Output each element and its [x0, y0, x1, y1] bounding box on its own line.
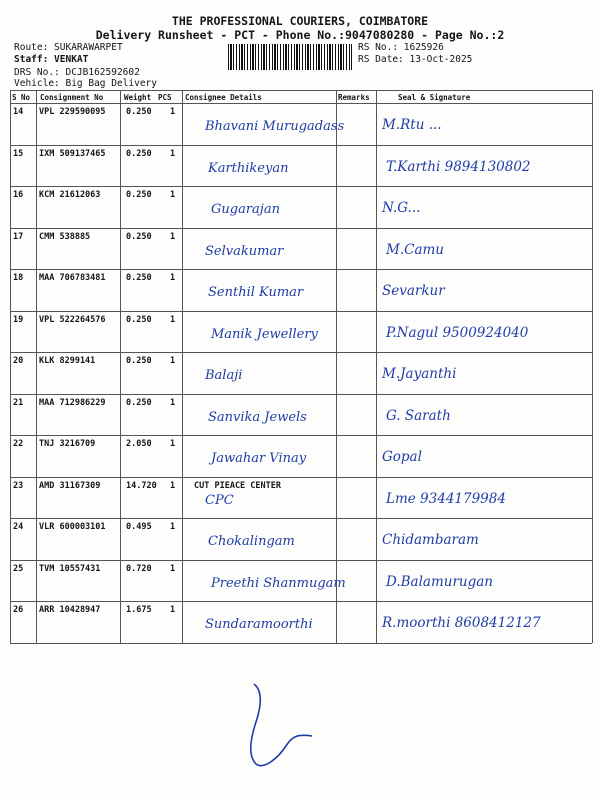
runsheet-subtitle: Delivery Runsheet - PCT - Phone No.:9047080280 - Page No.:2: [95, 28, 505, 42]
route-label: Route: SUKARAWARPET: [14, 42, 123, 53]
row-pcs: 1: [170, 149, 176, 159]
vehicle-label: Vehicle: Big Bag Delivery: [14, 78, 157, 89]
row-rule: [10, 145, 592, 146]
row-pcs: 1: [170, 315, 176, 325]
row-rule: [10, 560, 592, 561]
row-rule: [10, 518, 592, 519]
row-rule: [10, 352, 592, 353]
row-signature: R.moorthi 8608412127: [382, 615, 541, 631]
row-consignment: VLR 600003101: [39, 522, 106, 532]
row-sno: 25: [13, 564, 24, 574]
row-consignment: TNJ 3216709: [39, 439, 96, 449]
row-sno: 20: [13, 356, 24, 366]
row-rule: [10, 477, 592, 478]
column-rule: [36, 90, 37, 643]
row-consignment: KCM 21612063: [39, 190, 101, 200]
signature-flourish: [232, 676, 322, 776]
column-rule: [10, 90, 11, 643]
row-signature: M.Camu: [386, 242, 444, 258]
col-remarks: Remarks: [338, 93, 370, 102]
row-weight: 0.250: [126, 232, 152, 242]
row-weight: 0.250: [126, 149, 152, 159]
row-pcs: 1: [170, 232, 176, 242]
row-consignee-handwritten: Karthikeyan: [208, 161, 289, 176]
row-consignment: VPL 522264576: [39, 315, 106, 325]
row-consignee-handwritten: Chokalingam: [208, 534, 295, 549]
row-consignment: IXM 509137465: [39, 149, 106, 159]
row-consignment: VPL 229590095: [39, 107, 106, 117]
row-rule: [10, 435, 592, 436]
row-sno: 17: [13, 232, 24, 242]
row-signature: M.Rtu ...: [382, 117, 442, 133]
company-title: THE PROFESSIONAL COURIERS, COIMBATORE: [171, 14, 429, 28]
row-signature: Gopal: [382, 449, 422, 465]
column-rule: [376, 90, 377, 643]
row-sno: 26: [13, 605, 24, 615]
row-pcs: 1: [170, 605, 176, 615]
column-rule: [336, 90, 337, 643]
row-signature: M.Jayanthi: [382, 366, 457, 382]
col-consignment: Consignment No: [40, 93, 104, 102]
row-consignee-handwritten: Manik Jewellery: [211, 327, 318, 342]
row-weight: 0.250: [126, 273, 152, 283]
row-pcs: 1: [170, 273, 176, 283]
row-sno: 24: [13, 522, 24, 532]
row-sno: 15: [13, 149, 24, 159]
row-rule: [10, 186, 592, 187]
row-consignment: AMD 31167309: [39, 481, 101, 491]
row-consignment: CMM 538885: [39, 232, 91, 242]
row-weight: 0.250: [126, 190, 152, 200]
row-consignment: KLK 8299141: [39, 356, 96, 366]
row-pcs: 1: [170, 522, 176, 532]
row-sno: 23: [13, 481, 24, 491]
column-rule: [120, 90, 121, 643]
row-rule: [10, 394, 592, 395]
row-consignee-printed: CUT PIEACE CENTER: [194, 481, 281, 491]
row-rule: [10, 228, 592, 229]
row-weight: 0.250: [126, 398, 152, 408]
row-consignee-handwritten: Gugarajan: [211, 202, 280, 217]
rs-date: RS Date: 13-Oct-2025: [358, 54, 473, 65]
row-pcs: 1: [170, 564, 176, 574]
row-signature: P.Nagul 9500924040: [386, 325, 529, 341]
drs-label: DRS No.: DCJB162592602: [14, 67, 140, 78]
row-rule: [10, 311, 592, 312]
column-rule: [592, 90, 593, 643]
row-consignment: MAA 706783481: [39, 273, 106, 283]
row-consignee-handwritten: CPC: [205, 493, 234, 508]
row-consignment: TVM 10557431: [39, 564, 101, 574]
row-weight: 0.250: [126, 315, 152, 325]
row-consignment: ARR 10428947: [39, 605, 101, 615]
row-consignee-handwritten: Jawahar Vinay: [211, 451, 307, 466]
row-weight: 0.495: [126, 522, 152, 532]
row-consignee-handwritten: Selvakumar: [205, 244, 284, 259]
rs-number: RS No.: 1625926: [358, 42, 444, 53]
row-consignee-handwritten: Senthil Kumar: [208, 285, 304, 300]
row-signature: Sevarkur: [382, 283, 445, 299]
col-pcs: PCS: [158, 93, 172, 102]
row-consignment: MAA 712986229: [39, 398, 106, 408]
row-pcs: 1: [170, 107, 176, 117]
row-sno: 16: [13, 190, 24, 200]
row-sno: 18: [13, 273, 24, 283]
row-pcs: 1: [170, 439, 176, 449]
row-pcs: 1: [170, 190, 176, 200]
row-weight: 0.250: [126, 107, 152, 117]
column-rule: [182, 90, 183, 643]
row-weight: 2.050: [126, 439, 152, 449]
col-sno: S No: [12, 93, 31, 102]
row-sno: 14: [13, 107, 24, 117]
col-seal: Seal & Signature: [398, 93, 471, 102]
row-weight: 0.250: [126, 356, 152, 366]
row-weight: 1.675: [126, 605, 152, 615]
table-rule: [10, 90, 592, 91]
table-rule: [10, 103, 592, 104]
row-signature: Chidambaram: [382, 532, 479, 548]
row-signature: G. Sarath: [386, 408, 451, 424]
row-consignee-handwritten: Preethi Shanmugam: [211, 576, 346, 591]
row-sno: 22: [13, 439, 24, 449]
row-rule: [10, 269, 592, 270]
row-weight: 14.720: [126, 481, 157, 491]
row-rule: [10, 601, 592, 602]
row-pcs: 1: [170, 481, 176, 491]
col-consignee: Consignee Details: [185, 93, 262, 102]
row-signature: Lme 9344179984: [386, 491, 506, 507]
row-pcs: 1: [170, 356, 176, 366]
row-pcs: 1: [170, 398, 176, 408]
row-sno: 21: [13, 398, 24, 408]
row-consignee-handwritten: Sundaramoorthi: [205, 617, 313, 632]
row-signature: D.Balamurugan: [386, 574, 493, 590]
row-sno: 19: [13, 315, 24, 325]
row-consignee-handwritten: Balaji: [205, 368, 243, 383]
row-consignee-handwritten: Sanvika Jewels: [208, 410, 307, 425]
row-signature: N.G...: [382, 200, 421, 216]
row-signature: T.Karthi 9894130802: [386, 159, 531, 175]
barcode: [228, 44, 352, 70]
row-consignee-handwritten: Bhavani Murugadass: [205, 119, 345, 134]
col-weight: Weight: [124, 93, 152, 102]
row-rule: [10, 643, 592, 644]
staff-label: Staff: VENKAT: [14, 54, 89, 65]
row-weight: 0.720: [126, 564, 152, 574]
